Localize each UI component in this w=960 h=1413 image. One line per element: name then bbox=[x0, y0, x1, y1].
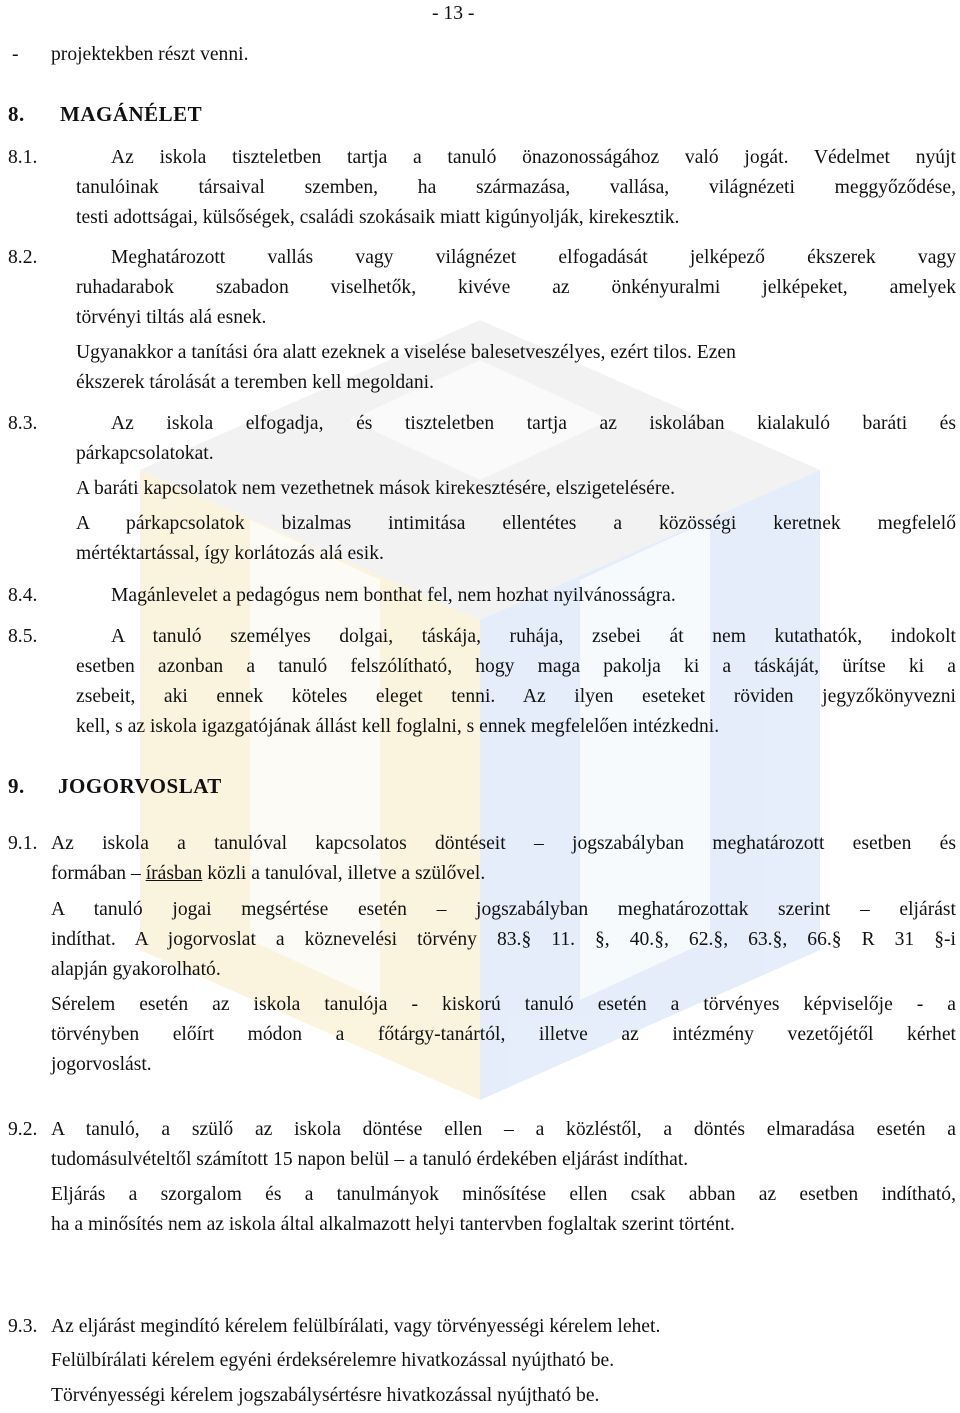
paragraph-9-1-text: formában – bbox=[51, 863, 141, 884]
paragraph-8-3-line: A baráti kapcsolatok nem vezethetnek mások kirekesztésére, elszigetelésére. bbox=[76, 478, 675, 499]
paragraph-8-1-line: Az iskola tiszteletben tartja a tanuló önazonosságához való jogát. Védelmet nyújt bbox=[111, 147, 956, 168]
paragraph-8-4-line: Magánlevelet a pedagógus nem bonthat fel, nem hozhat nyilvánosságra. bbox=[111, 585, 676, 606]
paragraph-9-2-line: A tanuló, a szülő az iskola döntése ellen – a közléstől, a döntés elmaradása esetén a bbox=[51, 1119, 956, 1140]
paragraph-8-5-number: 8.5. bbox=[8, 626, 38, 647]
paragraph-8-2-line: ékszerek tárolását a teremben kell megoldani. bbox=[76, 372, 434, 393]
paragraph-9-2-line: tudomásulvételtől számított 15 napon belül – a tanuló érdekében eljárást indíthat. bbox=[51, 1149, 689, 1170]
paragraph-8-1-line: testi adottságai, külsőségek, családi szokásaik miatt kigúnyolják, kirekesztik. bbox=[76, 207, 680, 228]
list-bullet: - bbox=[12, 44, 19, 65]
paragraph-8-2-number: 8.2. bbox=[8, 247, 38, 268]
paragraph-9-3-line: Törvényességi kérelem jogszabálysértésre hivatkozással nyújtható be. bbox=[51, 1385, 600, 1406]
paragraph-8-1-line: tanulóinak társaival szemben, ha származása, vallása, világnézeti meggyőződése, bbox=[76, 177, 956, 198]
paragraph-8-3-line: A párkapcsolatok bizalmas intimitása ellentétes a közösségi keretnek megfelelő bbox=[76, 513, 956, 534]
page-number: - 13 - bbox=[432, 3, 475, 24]
paragraph-9-1-line: A tanuló jogai megsértése esetén – jogszabályban meghatározottak szerint – eljárást bbox=[51, 899, 956, 920]
section-8-title: MAGÁNÉLET bbox=[60, 102, 203, 126]
paragraph-8-5-line: zsebeit, aki ennek köteles eleget tenni. Az ilyen eseteket röviden jegyzőkönyvezni bbox=[76, 686, 956, 707]
paragraph-9-2-line: ha a minősítés nem az iskola által alkalmazott helyi tantervben foglaltak szerint történt. bbox=[51, 1214, 735, 1235]
paragraph-9-1-text: közli a tanulóval, illetve a szülővel. bbox=[207, 863, 486, 884]
paragraph-9-3-number: 9.3. bbox=[8, 1316, 38, 1337]
paragraph-8-2-line: Meghatározott vallás vagy világnézet elfogadását jelképező ékszerek vagy bbox=[111, 247, 956, 268]
paragraph-9-1-line: alapján gyakorolható. bbox=[51, 959, 221, 980]
paragraph-9-3-line: Felülbírálati kérelem egyéni érdeksérelemre hivatkozással nyújtható be. bbox=[51, 1350, 615, 1371]
section-9-title: JOGORVOSLAT bbox=[58, 774, 222, 798]
paragraph-9-2-number: 9.2. bbox=[8, 1119, 38, 1140]
paragraph-9-2-line: Eljárás a szorgalom és a tanulmányok minősítése ellen csak abban az esetben indítható, bbox=[51, 1184, 956, 1205]
paragraph-9-1-line: Sérelem esetén az iskola tanulója - kiskorú tanuló esetén a törvényes képviselője - a bbox=[51, 994, 956, 1015]
underlined-word: írásban bbox=[145, 863, 203, 884]
paragraph-8-3-line: mértéktartással, így korlátozás alá esik. bbox=[76, 543, 384, 564]
paragraph-8-5-line: esetben azonban a tanuló felszólítható, hogy maga pakolja ki a táskáját, ürítse ki a bbox=[76, 656, 956, 677]
paragraph-9-1-line: Az iskola a tanulóval kapcsolatos döntéseit – jogszabályban meghatározott esetben és bbox=[51, 833, 956, 854]
paragraph-8-5-line: kell, s az iskola igazgatójának állást kell foglalni, s ennek megfelelően intézkedni. bbox=[76, 716, 720, 737]
paragraph-8-3-line: párkapcsolatokat. bbox=[76, 443, 214, 464]
paragraph-8-2-line: ruhadarabok szabadon viselhetők, kivéve az önkényuralmi jelképeket, amelyek bbox=[76, 277, 956, 298]
paragraph-9-1-line: indíthat. A jogorvoslat a köznevelési törvény 83.§ 11. §, 40.§, 62.§, 63.§, 66.§ R 31 §-i bbox=[51, 929, 956, 950]
paragraph-9-3-line: Az eljárást megindító kérelem felülbírálati, vagy törvényességi kérelem lehet. bbox=[51, 1316, 661, 1337]
list-item-text: projektekben részt venni. bbox=[51, 44, 249, 65]
paragraph-9-1-line: törvényben előírt módon a főtárgy-tanártól, illetve az intézmény vezetőjétől kérhet bbox=[51, 1024, 956, 1045]
paragraph-8-3-number: 8.3. bbox=[8, 413, 38, 434]
paragraph-8-2-line: Ugyanakkor a tanítási óra alatt ezeknek a viselése balesetveszélyes, ezért tilos. Ezen bbox=[76, 342, 736, 363]
paragraph-9-1-number: 9.1. bbox=[8, 833, 38, 854]
section-8-number: 8. bbox=[8, 102, 25, 126]
paragraph-9-1-line: jogorvoslást. bbox=[51, 1054, 152, 1075]
paragraph-9-1-line bbox=[51, 859, 485, 889]
paragraph-8-5-line: A tanuló személyes dolgai, táskája, ruhája, zsebei át nem kutathatók, indokolt bbox=[111, 626, 956, 647]
paragraph-8-1-number: 8.1. bbox=[8, 147, 38, 168]
paragraph-8-2-line: törvényi tiltás alá esnek. bbox=[76, 307, 267, 328]
section-9-number: 9. bbox=[8, 774, 25, 798]
paragraph-8-3-line: Az iskola elfogadja, és tiszteletben tartja az iskolában kialakuló baráti és bbox=[111, 413, 956, 434]
paragraph-8-4-number: 8.4. bbox=[8, 585, 38, 606]
